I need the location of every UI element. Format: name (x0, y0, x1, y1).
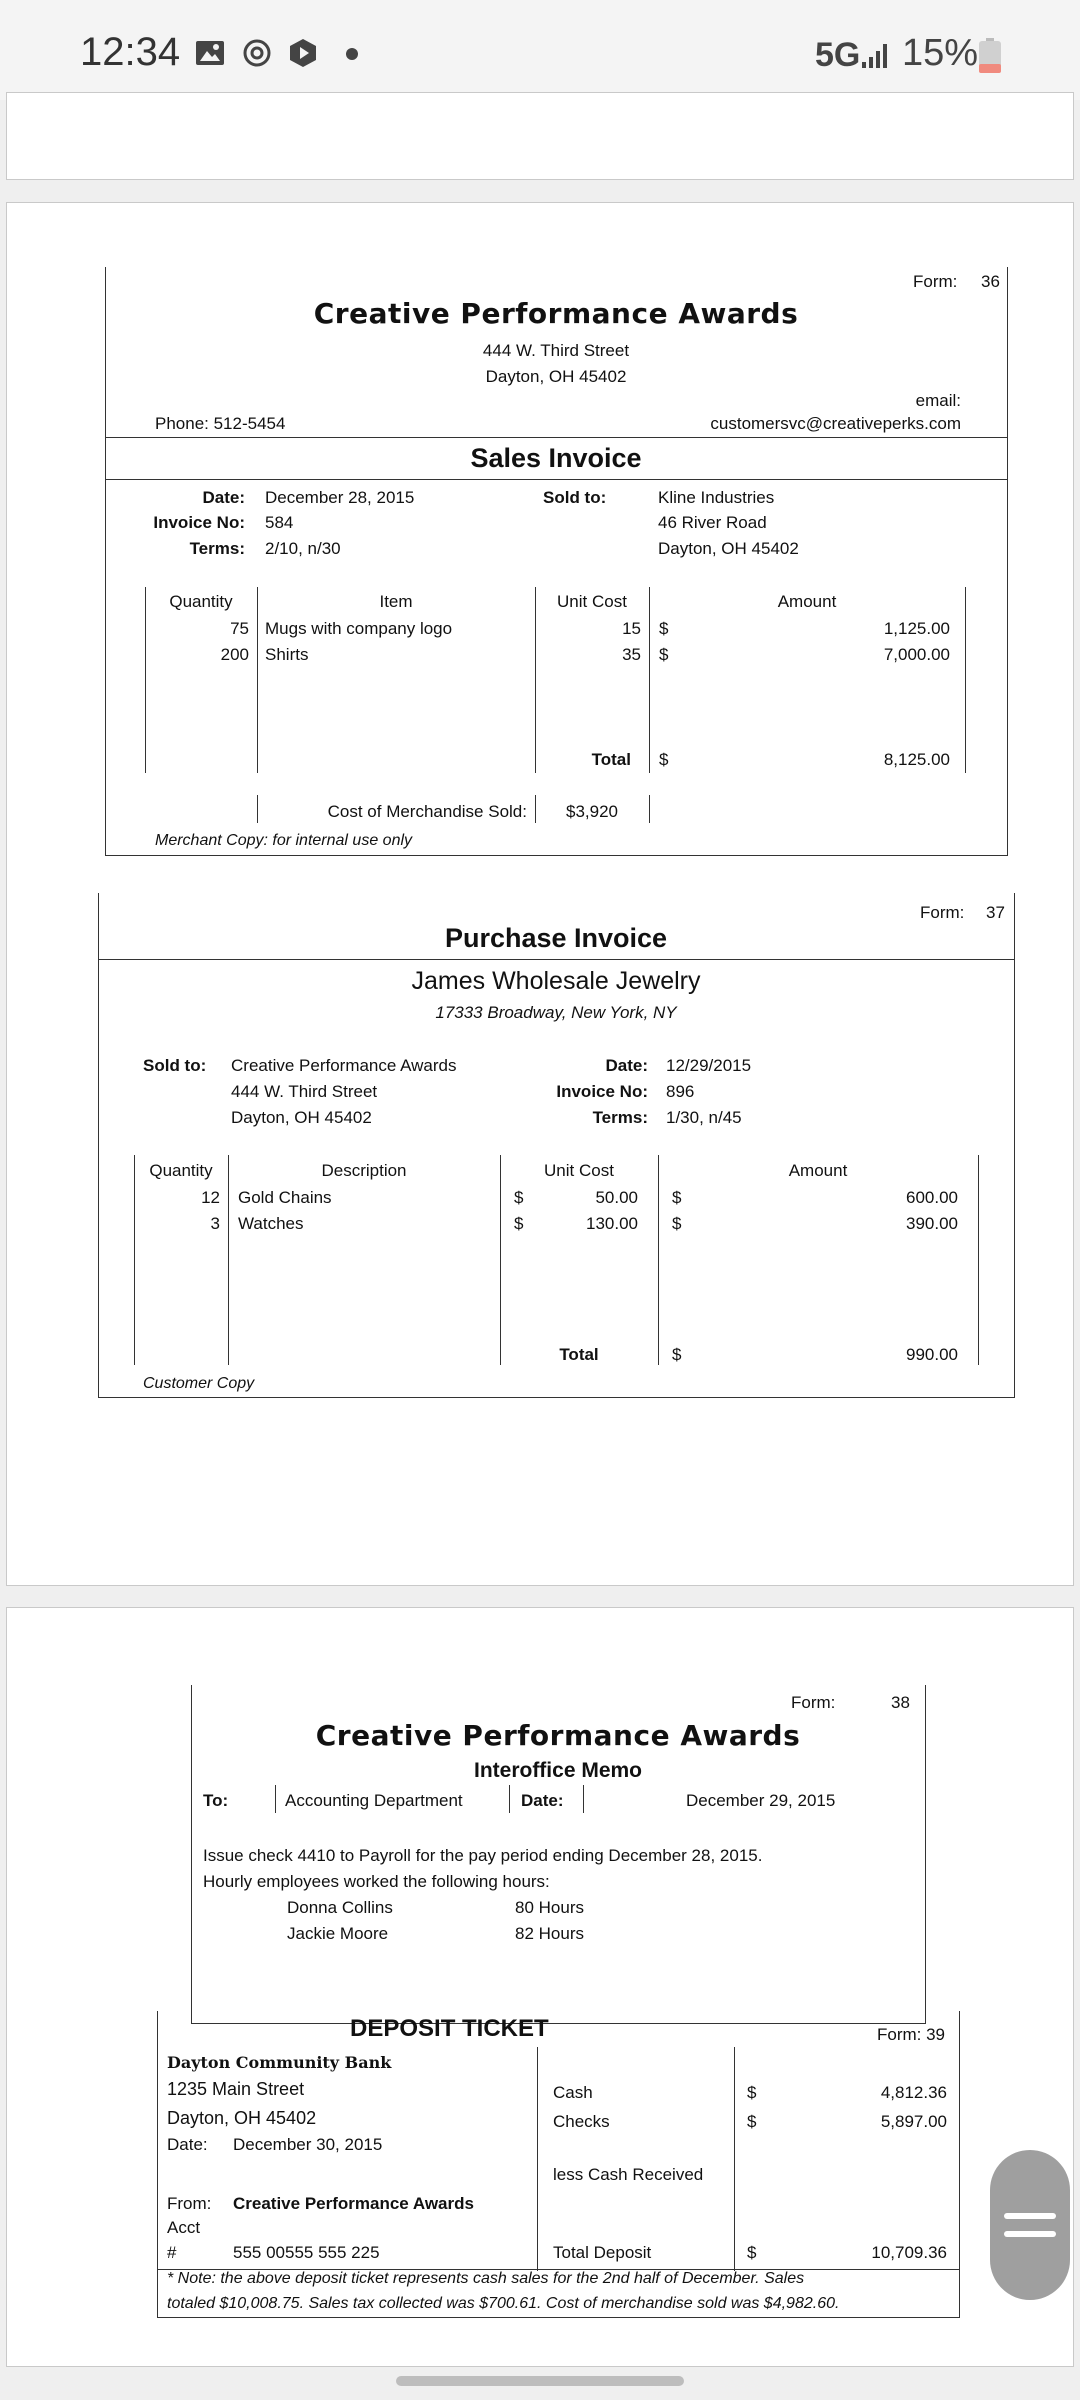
company-name: Creative Performance Awards (315, 1719, 801, 1752)
sold-to-line1: Creative Performance Awards (231, 1056, 457, 1075)
deposit-from: Creative Performance Awards (233, 2194, 474, 2213)
battery-icon (978, 38, 1002, 74)
table-row-amount: 1,125.00 (883, 619, 950, 638)
memo-date: December 29, 2015 (686, 1791, 836, 1810)
table-row-qty: 3 (210, 1214, 220, 1233)
checks-label: Checks (553, 2112, 610, 2131)
total-label: Total (559, 1345, 599, 1364)
col-quantity: Quantity (169, 592, 233, 611)
table-row-description: Watches (238, 1214, 304, 1233)
date-label: Date: (202, 488, 245, 507)
less-cash-label: less Cash Received (553, 2165, 704, 2184)
total-deposit-label: Total Deposit (553, 2243, 652, 2262)
deposit-note-line1: * Note: the above deposit ticket represents cash sales for the 2nd half of December. Sales (167, 2270, 805, 2287)
total-amount: 990.00 (906, 1345, 958, 1364)
cogs-value: $3,920 (566, 802, 618, 821)
table-row-currency: $ (659, 645, 669, 664)
company-email: customersvc@creativeperks.com (710, 414, 961, 433)
pdf-page-previous (6, 92, 1074, 180)
col-amount: Amount (788, 1161, 848, 1180)
form-number: 37 (986, 903, 1005, 922)
memo-subtitle: Interoffice Memo (473, 1759, 643, 1782)
company-address-line2: Dayton, OH 45402 (485, 367, 627, 386)
table-row-description: Gold Chains (238, 1188, 332, 1207)
company-name: Creative Performance Awards (313, 297, 799, 330)
notification-dot-icon (346, 48, 358, 60)
bank-address-line1: 1235 Main Street (167, 2079, 305, 2099)
table-row-amount: 7,000.00 (883, 645, 950, 664)
memo-line1: Issue check 4410 to Payroll for the pay period ending December 28, 2015. (203, 1846, 763, 1865)
table-row-qty: 200 (220, 645, 249, 664)
email-label: email: (915, 391, 961, 410)
cash-currency: $ (747, 2083, 757, 2102)
form-number: Form: 39 (877, 2025, 946, 2044)
form-number: 36 (981, 272, 1000, 291)
total-deposit-amount: 10,709.36 (871, 2243, 947, 2262)
sold-to-line2: 46 River Road (658, 513, 767, 532)
account-number: 555 00555 555 225 (233, 2243, 380, 2262)
table-row-currency: $ (659, 619, 669, 638)
table-row-amount: 600.00 (906, 1188, 958, 1207)
invoice-number: 584 (265, 513, 294, 532)
total-label: Total (591, 750, 631, 769)
date-label: Date: (605, 1056, 648, 1075)
signal-icon (860, 40, 890, 70)
home-gesture-bar[interactable] (396, 2376, 684, 2386)
invoice-date: 12/29/2015 (666, 1056, 752, 1075)
total-currency: $ (672, 1345, 682, 1364)
invoice-number-label: Invoice No: (153, 513, 245, 532)
employee-name: Jackie Moore (287, 1924, 389, 1943)
bank-address-line2: Dayton, OH 45402 (167, 2108, 317, 2128)
invoice-date: December 28, 2015 (265, 488, 415, 507)
table-row-qty: 12 (201, 1188, 220, 1207)
invoice-title: Sales Invoice (470, 443, 642, 473)
form-label: Form: (920, 903, 965, 922)
account-label: Acct (167, 2218, 201, 2237)
table-row-qty: 75 (230, 619, 249, 638)
deposit-title: DEPOSIT TICKET (350, 2015, 549, 2042)
deposit-ticket-form (157, 2011, 961, 2317)
table-row-unit: 15 (622, 619, 641, 638)
status-time: 12:34 (80, 30, 181, 74)
col-description: Description (321, 1161, 407, 1180)
invoice-number: 896 (666, 1082, 695, 1101)
sold-to-line3: Dayton, OH 45402 (658, 539, 799, 558)
terms-label: Terms: (189, 539, 245, 558)
gallery-icon (195, 38, 225, 68)
company-address-line1: 444 W. Third Street (482, 341, 630, 360)
invoice-footer: Merchant Copy: for internal use only (155, 832, 413, 849)
memo-line2: Hourly employees worked the following hours: (203, 1872, 550, 1891)
sold-to-line1: Kline Industries (658, 488, 775, 507)
sold-to-label: Sold to: (143, 1056, 207, 1075)
deposit-date: December 30, 2015 (233, 2135, 383, 2154)
total-amount: 8,125.00 (883, 750, 950, 769)
network-label: 5G (815, 36, 861, 74)
table-row-unit: 35 (622, 645, 641, 664)
fast-scroll-handle[interactable] (990, 2150, 1070, 2300)
col-amount: Amount (777, 592, 837, 611)
invoice-title: Purchase Invoice (444, 923, 668, 953)
employee-hours: 80 Hours (515, 1898, 584, 1917)
total-currency: $ (659, 750, 669, 769)
vendor-address: 17333 Broadway, New York, NY (435, 1003, 677, 1022)
checks-currency: $ (747, 2112, 757, 2131)
table-row-unit: 130.00 (586, 1214, 638, 1233)
from-label: From: (167, 2194, 212, 2213)
terms-label: Terms: (592, 1108, 648, 1127)
purchase-invoice-form (98, 893, 1016, 1397)
table-row-item: Shirts (265, 645, 309, 664)
table-row-currency: $ (672, 1214, 682, 1233)
table-row-unit-currency: $ (514, 1188, 524, 1207)
invoice-terms: 1/30, n/45 (666, 1108, 742, 1127)
company-phone: Phone: 512-5454 (155, 414, 286, 433)
form-number: 38 (891, 1693, 910, 1712)
table-row-unit: 50.00 (595, 1188, 638, 1207)
form-label: Form: (791, 1693, 836, 1712)
account-label: # (167, 2243, 177, 2262)
col-item: Item (379, 592, 413, 611)
employee-name: Donna Collins (287, 1898, 393, 1917)
checks-amount: 5,897.00 (880, 2112, 947, 2131)
form-label: Form: (913, 272, 958, 291)
table-row-currency: $ (672, 1188, 682, 1207)
drag-handle-icon (990, 2150, 1070, 2300)
interoffice-memo-form (191, 1685, 927, 2023)
sold-to-label: Sold to: (543, 488, 607, 507)
col-unit-cost: Unit Cost (557, 592, 627, 611)
date-label: Date: (167, 2135, 208, 2154)
sales-invoice-form (105, 267, 1013, 855)
cash-label: Cash (553, 2083, 593, 2102)
table-row-item: Mugs with company logo (265, 619, 453, 638)
status-bar (0, 0, 1080, 100)
table-row-unit-currency: $ (514, 1214, 524, 1233)
pdf-page-3 (6, 1607, 1074, 2367)
deposit-note-line2: totaled $10,008.75. Sales tax collected was $700.61. Cost of merchandise sold was $4,982.60. (167, 2295, 840, 2312)
bank-name: Dayton Community Bank (167, 2053, 392, 2072)
cash-amount: 4,812.36 (880, 2083, 947, 2102)
vendor-name: James Wholesale Jewelry (411, 967, 701, 995)
date-label: Date: (521, 1791, 564, 1810)
invoice-terms: 2/10, n/30 (265, 539, 341, 558)
sold-to-line2: 444 W. Third Street (231, 1082, 378, 1101)
battery-percent: 15% (902, 32, 979, 74)
col-unit-cost: Unit Cost (544, 1161, 614, 1180)
invoice-footer: Customer Copy (143, 1375, 255, 1392)
sold-to-line3: Dayton, OH 45402 (231, 1108, 372, 1127)
employee-hours: 82 Hours (515, 1924, 584, 1943)
invoice-number-label: Invoice No: (556, 1082, 648, 1101)
sync-icon (242, 38, 272, 68)
col-quantity: Quantity (149, 1161, 213, 1180)
play-icon (288, 38, 318, 68)
memo-to: Accounting Department (285, 1791, 463, 1810)
total-currency: $ (747, 2243, 757, 2262)
table-row-amount: 390.00 (906, 1214, 958, 1233)
cogs-label: Cost of Merchandise Sold: (327, 802, 527, 821)
pdf-page-2 (6, 202, 1074, 1586)
to-label: To: (203, 1791, 229, 1810)
